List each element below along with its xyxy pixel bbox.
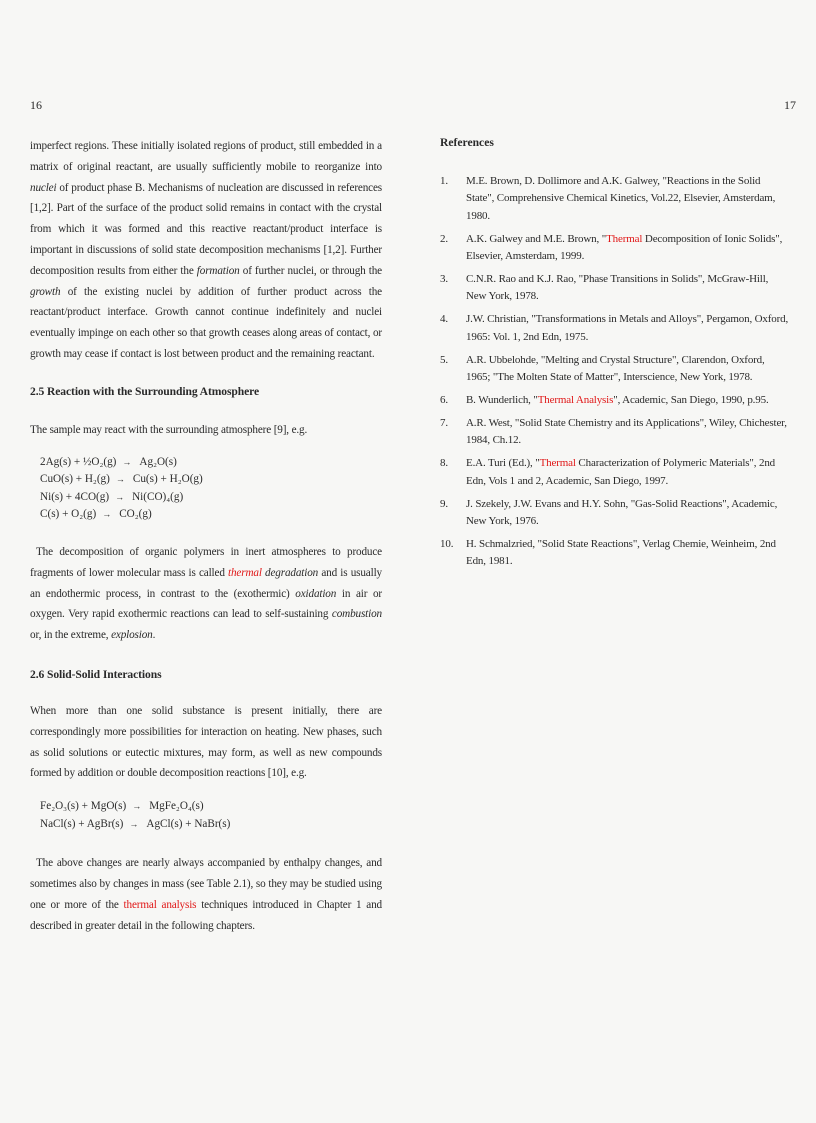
arrow-icon: → <box>115 474 125 485</box>
reference-item: 1. M.E. Brown, D. Dollimore and A.K. Galwey, "Reactions in the Solid State", Comprehensive Chemical Kinetics, Vol.22, Elsevier, Amsterdam, 1980. <box>440 175 776 222</box>
equation: NaCl(s) + AgBr(s) → AgCl(s) + NaBr(s) <box>40 816 382 834</box>
section-heading-2-6: 2.6 Solid-Solid Interactions <box>30 667 162 681</box>
solid-solid-paragraph: When more than one solid substance is present initially, there are correspondingly more possibilities for interaction on heating. New phases, such as solid solutions or eutectic mixtures, may form, as well as new compounds formed by addition or double decomposition reactions [10], e.g. <box>30 704 382 780</box>
page-number-right: 17 <box>784 98 796 112</box>
left-column <box>30 136 382 936</box>
enthalpy-paragraph: The above changes are nearly always accompanied by enthalpy changes, and sometimes also by changes in mass (see Table 2.1), so they may be studied using one or more of the thermal analysis techniques introduced in Chapter 1 and described in greater detail in the following chapters. <box>30 857 382 932</box>
atmosphere-intro: The sample may react with the surrounding atmosphere [9], e.g. <box>30 423 308 436</box>
reference-item: 10. H. Schmalzried, "Solid State Reactions", Verlag Chemie, Weinheim, 2nd Edn, 1981. <box>440 537 776 568</box>
equation: CuO(s) + H₂(g) → Cu(s) + H₂O(g) <box>40 471 382 489</box>
right-column <box>440 136 790 576</box>
equations-atmosphere <box>40 454 382 524</box>
arrow-icon: → <box>115 491 125 502</box>
polymer-degradation-paragraph: The decomposition of organic polymers in inert atmospheres to produce fragments of lower molecular mass is called thermal degradation and is usually an endothermic process, in contrast to the (exothermic) oxidation in air or oxygen. Very rapid exothermic reactions can lead to self-sustaining combustion or, in the extreme, explosion. <box>30 545 382 642</box>
equation: C(s) + O₂(g) → CO₂(g) <box>40 506 382 524</box>
reference-item: 6. B. Wunderlich, "Thermal Analysis", Academic, San Diego, 1990, p.95. <box>440 393 769 406</box>
equations-solid-solid <box>40 798 382 833</box>
intro-paragraph: imperfect regions. These initially isolated regions of product, still embedded in a matrix of original reactant, are usually sufficiently mobile to reorganize into nuclei of product phase B. Mechanisms of nucleation are discussed in references [1,2]. Part of the surface of the product solid remains in contact with the crystal from which it was formed and this reactive reactant/product interface is important in discussions of solid state decomposition mechanisms [1,2]. Further decomposition results from either the formation of further nuclei, or through the growth of the existing nuclei by addition of further product across the reactant/product interface. Growth cannot continue indefinitely and nuclei eventually impinge on each other so that growth ceases along areas of contact, or growth may cease if contact is lost between product and the remaining reactant. <box>30 140 382 360</box>
reference-item: 5. A.R. Ubbelohde, "Melting and Crystal Structure", Clarendon, Oxford, 1965; "The Molten State of Matter", Interscience, New York, 1978. <box>440 353 765 384</box>
equation: Fe₂O₃(s) + MgO(s) → MgFe₂O₄(s) <box>40 798 382 816</box>
arrow-icon: → <box>102 509 112 520</box>
reference-item: 3. C.N.R. Rao and K.J. Rao, "Phase Transitions in Solids", McGraw-Hill, New York, 1978. <box>440 273 769 303</box>
reference-item: 2. A.K. Galwey and M.E. Brown, "Thermal Decomposition of Ionic Solids", Elsevier, Amsterdam, 1999. <box>440 232 783 263</box>
reference-item: 8. E.A. Turi (Ed.), "Thermal Characterization of Polymeric Materials", 2nd Edn, Vols 1 and 2, Academic, San Diego, 1997. <box>440 457 776 487</box>
equation: Ni(s) + 4CO(g) → Ni(CO)₄(g) <box>40 489 382 507</box>
page-number-left: 16 <box>30 98 42 112</box>
section-heading-2-5: 2.5 Reaction with the Surrounding Atmosphere <box>30 384 259 398</box>
references-heading: References <box>440 136 494 149</box>
reference-item: 9. J. Szekely, J.W. Evans and H.Y. Sohn, "Gas-Solid Reactions", Academic, New York, 1976. <box>440 497 778 527</box>
arrow-icon: → <box>132 801 142 812</box>
reference-item: 7. A.R. West, "Solid State Chemistry and its Applications", Wiley, Chichester, 1984, Ch.12. <box>440 416 787 447</box>
arrow-icon: → <box>122 456 132 467</box>
reference-item: 4. J.W. Christian, "Transformations in Metals and Alloys", Pergamon, Oxford, 1965: Vol. 1, 2nd Edn, 1975. <box>440 313 789 343</box>
equation: 2Ag(s) + ½O₂(g) → Ag₂O(s) <box>40 454 382 472</box>
arrow-icon: → <box>129 818 139 829</box>
